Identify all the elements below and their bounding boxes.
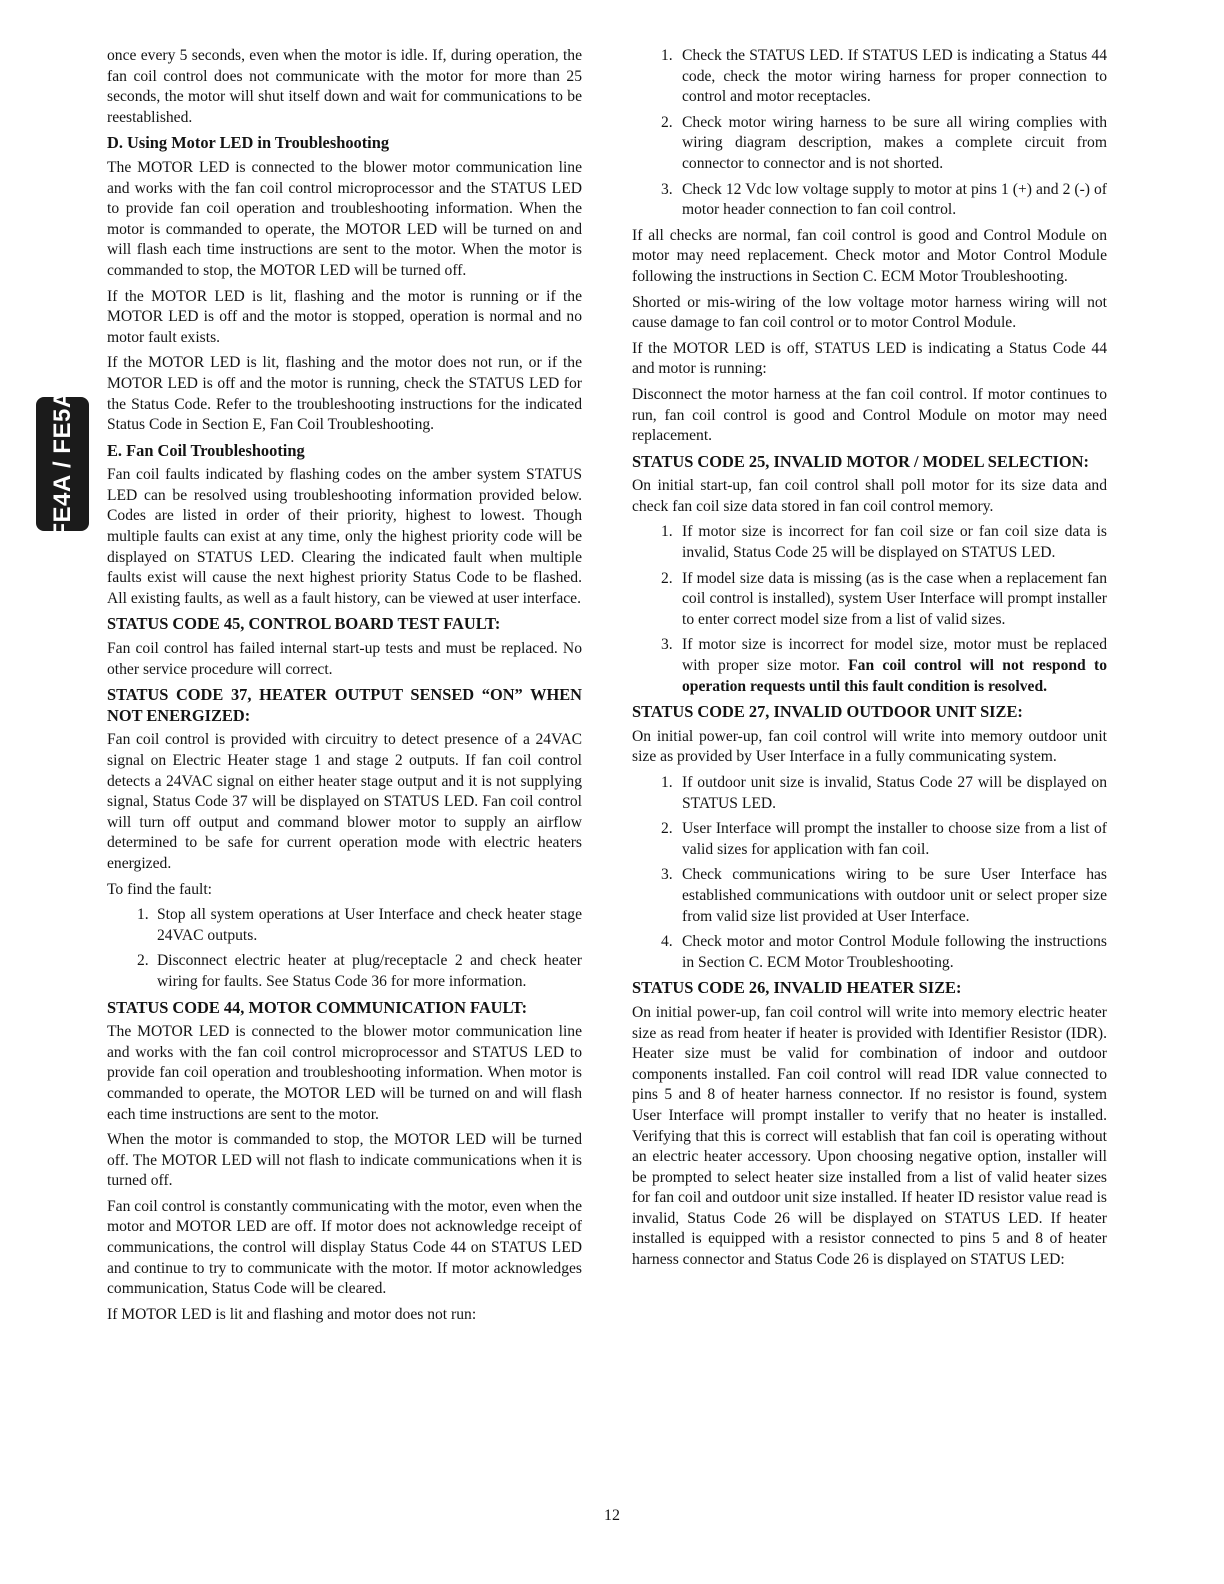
list-text: Check the STATUS LED. If STATUS LED is indicating a Status 44 code, check the motor wiring harness for proper connection to control and motor receptacles. [682,47,1107,106]
list-number: 1. [661,47,673,64]
list-text: Disconnect electric heater at plug/receptacle 2 and check heater wiring for faults. See Status Code 36 for more information. [157,952,582,990]
paragraph: Shorted or mis-wiring of the low voltage motor harness wiring will not cause damage to fan coil control or to motor Control Module. [632,293,1107,332]
list-text: Stop all system operations at User Interface and check heater stage 24VAC outputs. [157,906,582,944]
status-code-heading: STATUS CODE 37, HEATER OUTPUT SENSED “ON” WHEN NOT ENERGIZED: [107,685,582,725]
status-code-heading: STATUS CODE 26, INVALID HEATER SIZE: [632,978,962,998]
paragraph: If the MOTOR LED is off, STATUS LED is indicating a Status Code 44 and motor is running: [632,339,1107,378]
paragraph: Fan coil control is provided with circuitry to detect presence of a 24VAC signal on Electric Heater stage 1 and stage 2 outputs. If fan coil control detects a 24VAC signal on either heater stage output and it is not supplying signal, Status Code 37 will be displayed on STATUS LED. Fan coil control will turn off output and command blower motor to supply an airflow determined to be safe for current operation mode with electric heaters energized. [107,731,582,872]
list-text: If outdoor unit size is invalid, Status Code 27 will be displayed on STATUS LED. [682,774,1107,812]
list-item [632,932,1107,973]
paragraph: On initial power-up, fan coil control will write into memory electric heater size as read from heater if heater is provided with Identifier Resistor (IDR). Heater size must be valid for combination of indoor and outdoor components installed. Fan coil control will read IDR value connected to pins 5 and 8 of heater harness connector. If no resistor is found, system User Interface will prompt installer to verify that no heater is installed. Verifying that this is correct will establish that fan coil is operating without an electric heater accessory. Upon choosing negative option, installer will be prompted to select heater size installed from a list of valid heater sizes for fan coil and outdoor unit size installed. If heater ID resistor value read is invalid, Status Code 26 will be displayed on STATUS LED. If heater installed is equipped with a resistor connected to pins 5 and 8 of heater harness connector and Status Code 26 is displayed on STATUS LED: [632,1003,1107,1269]
paragraph: Fan coil control has failed internal start-up tests and must be replaced. No other service procedure will correct. [107,640,582,678]
list-item [632,819,1107,860]
list-number: 1. [661,774,673,791]
list-item [632,522,1107,563]
status-code-heading: STATUS CODE 44, MOTOR COMMUNICATION FAULT: [107,997,528,1017]
paragraph: On initial power-up, fan coil control will write into memory outdoor unit size as provided by User Interface in a fully communicating system. [632,727,1107,766]
list-number: 1. [661,523,673,541]
list-item [632,569,1107,631]
model-side-tab-label: FE4A / FE5A [48,390,76,538]
paragraph: Fan coil faults indicated by flashing codes on the amber system STATUS LED can be resolved using troubleshooting information provided below. Codes are listed in order of their priority, highest to lowest. Though multiple faults can exist at any time, only the highest priority code will be displayed on STATUS LED. Clearing the indicated fault when multiple faults exist will cause the next highest priority Status Code to be flashed. All existing faults, as well as a fault history, can be viewed at user interface. [107,466,582,607]
list-text: Check motor wiring harness to be sure all wiring complies with wiring diagram description, makes a complete circuit from connector to connector and is not shorted. [682,113,1107,172]
paragraph: If MOTOR LED is lit and flashing and motor does not run: [107,1305,477,1323]
status-code-heading: STATUS CODE 25, INVALID MOTOR / MODEL SELECTION: [632,451,1089,471]
paragraph: The MOTOR LED is connected to the blower motor communication line and works with the fan coil control microprocessor and the STATUS LED to provide fan coil operation and troubleshooting information. When the motor is commanded to operate, the MOTOR LED will be turned on and will flash each time instructions are sent to the motor. When the motor is commanded to stop, the MOTOR LED will be turned off. [107,158,582,279]
list-text: If model size data is missing (as is the case when a replacement fan coil control is installed), system User Interface will prompt installer to enter correct model size from a list of valid sizes. [682,569,1107,628]
status-code-heading: STATUS CODE 27, INVALID OUTDOOR UNIT SIZE: [632,702,1023,722]
list-text: If motor size is incorrect for fan coil size or fan coil size data is invalid, Status Code 25 will be displayed on STATUS LED. [682,523,1107,562]
paragraph: once every 5 seconds, even when the motor is idle. If, during operation, the fan coil control does not communicate with the motor for more than 25 seconds, the motor will shut itself down and wait for communications to be reestablished. [107,47,582,126]
list-number: 3. [661,180,673,198]
paragraph: Disconnect the motor harness at the fan coil control. If motor continues to run, fan coil control is good and Control Module on motor may need replacement. [632,385,1107,445]
list-item [632,865,1107,927]
paragraph: When the motor is commanded to stop, the MOTOR LED will be turned off. The MOTOR LED will not flash to indicate communications when it is turned off. [107,1131,582,1190]
list-number: 2. [661,113,673,131]
section-heading: D. Using Motor LED in Troubleshooting [107,133,390,153]
list-number: 2. [661,820,673,838]
list-item [632,180,1107,221]
paragraph: To find the fault: [107,880,213,898]
list-item [632,46,1107,108]
section-heading: E. Fan Coil Troubleshooting [107,440,305,460]
right-column [632,46,1107,1276]
list-item [107,905,582,946]
list-text: Check communications wiring to be sure User Interface has established communications with outdoor unit or select proper size from valid size list provided at User Interface. [682,866,1107,925]
list-text: User Interface will prompt the installer to choose size from a list of valid sizes for application with fan coil. [682,820,1107,858]
paragraph: If the MOTOR LED is lit, flashing and the motor is running or if the MOTOR LED is off and the motor is stopped, operation is normal and no motor fault exists. [107,287,582,346]
list-number: 2. [137,952,149,970]
status-code-heading: STATUS CODE 45, CONTROL BOARD TEST FAULT: [107,614,501,634]
paragraph: Fan coil control is constantly communicating with the motor, even when the motor and MOTOR LED are off. If motor does not acknowledge receipt of communications, the control will display Status Code 44 on STATUS LED and continue to try to communicate with the motor. If motor acknowledges communication, Status Code will be cleared. [107,1197,582,1298]
list-text: Check 12 Vdc low voltage supply to motor at pins 1 (+) and 2 (-) of motor header connection to fan coil control. [682,180,1107,219]
list-text: If motor size is incorrect for model size, motor must be replaced with proper size motor. [682,636,1107,675]
numbered-list [632,522,1107,697]
list-number: 4. [661,933,673,951]
numbered-list [632,773,1107,973]
list-item [107,951,582,992]
numbered-list [107,905,582,992]
list-number: 3. [661,866,673,884]
paragraph: If all checks are normal, fan coil control is good and Control Module on motor may need replacement. Check motor and Motor Control Module following the instructions in Section C. ECM Motor Troubleshooting. [632,226,1107,285]
list-number: 3. [661,636,673,654]
list-text: Check motor and motor Control Module following the instructions in Section C. ECM Motor Troubleshooting. [682,933,1107,971]
list-number: 1. [137,906,149,924]
paragraph: On initial start-up, fan coil control shall poll motor for its size data and check fan coil size data stored in fan coil control memory. [632,477,1107,515]
paragraph: If the MOTOR LED is lit, flashing and the motor does not run, or if the MOTOR LED is off and the motor is running, check the STATUS LED for the Status Code. Refer to the troubleshooting instructions for the indicated Status Code in Section E, Fan Coil Troubleshooting. [107,354,582,434]
page-number: 12 [604,1507,620,1524]
list-item [632,635,1107,697]
list-item [632,773,1107,814]
numbered-list [632,46,1107,221]
warning-text: Fan coil control will not respond to operation requests until this fault condition is resolved. [682,657,1107,695]
left-column [107,46,582,1330]
list-number: 2. [661,569,673,587]
model-side-tab [36,390,89,538]
list-item [632,113,1107,175]
paragraph: The MOTOR LED is connected to the blower motor communication line and works with the fan coil control microprocessor and STATUS LED to provide fan coil operation and troubleshooting information. When motor is commanded to operate, the MOTOR LED will be turned on and will flash each time instructions are sent to the motor. [107,1023,582,1123]
